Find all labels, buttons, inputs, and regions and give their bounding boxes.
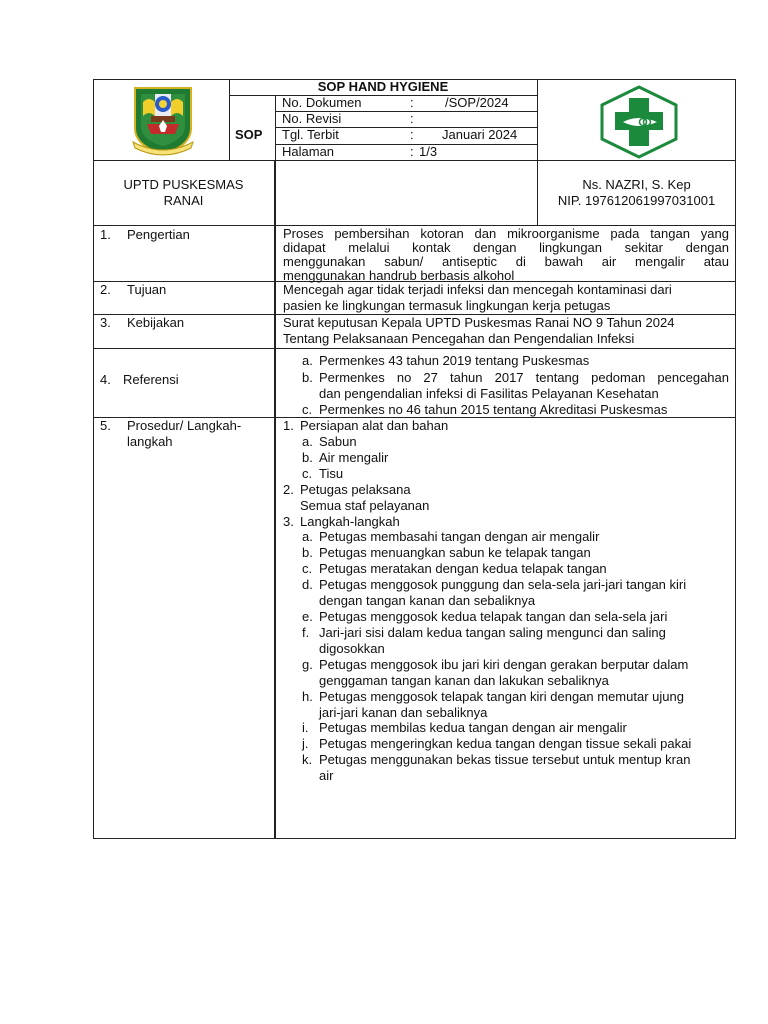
step-item-cont: dengan tangan kanan dan sebaliknya [319, 593, 536, 608]
document-title: SOP HAND HYGIENE [317, 79, 449, 94]
s1-line: menggunakan sabun/ antiseptic di bawah air mengalir atau [283, 254, 729, 269]
meta-label-terbit: Tgl. Terbit [282, 127, 339, 142]
list-marker: 3. [283, 514, 294, 529]
rule-s3-bottom [93, 348, 736, 349]
org-name-line1: UPTD PUSKESMAS [123, 177, 244, 192]
step-item: Jari-jari sisi dalam kedua tangan saling mengunci dan saling [319, 625, 666, 640]
s2-number: 2. [100, 282, 111, 297]
list-marker: i. [302, 720, 309, 735]
reference-item-cont: dan pengendalian infeksi di Fasilitas Pelayanan Kesehatan [319, 386, 659, 401]
s5-number: 5. [100, 418, 111, 433]
signer-nip: NIP. 197612061997031001 [557, 193, 716, 208]
org-name-line2: RANAI [163, 193, 204, 208]
list-marker: d. [302, 577, 313, 592]
meta-label-halaman: Halaman [282, 144, 335, 159]
reference-item: Permenkes 43 tahun 2019 tentang Puskesmas [319, 353, 590, 368]
step-item: Petugas membasahi tangan dengan air mengalir [319, 529, 600, 544]
s4-number: 4. [100, 372, 111, 387]
meta-sep-dokumen: : [410, 95, 414, 110]
s1-title: Pengertian [127, 227, 190, 242]
meta-sep-terbit: : [410, 127, 414, 142]
step-item: Petugas menuangkan sabun ke telapak tangan [319, 545, 591, 560]
puskesmas-logo [597, 84, 681, 160]
list-marker: e. [302, 609, 313, 624]
list-marker: b. [302, 450, 313, 465]
signer-name: Ns. NAZRI, S. Kep [582, 177, 691, 192]
list-marker: g. [302, 657, 313, 672]
step-item-cont: digosokkan [319, 641, 385, 656]
s4-title: Referensi [123, 372, 179, 387]
sop-label: SOP [235, 127, 263, 142]
rule-bottom [93, 838, 736, 839]
procedure-heading: Petugas pelaksana [300, 482, 411, 497]
list-marker: a. [302, 434, 313, 449]
rule-col-divider [274, 160, 275, 839]
meta-label-revisi: No. Revisi [282, 111, 342, 126]
step-item-cont: genggaman tangan kanan dan lakukan sebaliknya [319, 673, 609, 688]
s1-number: 1. [100, 227, 111, 242]
reference-item: Permenkes no 27 tahun 2017 tentang pedoman pencegahan [319, 370, 729, 385]
meta-value-dokumen: /SOP/2024 [445, 95, 509, 110]
s3-line: Tentang Pelaksanaan Pencegahan dan Pengendalian Infeksi [283, 331, 635, 346]
list-marker: a. [302, 353, 313, 368]
list-marker: 1. [283, 418, 294, 433]
meta-sep-halaman: : [410, 144, 414, 159]
rule-right [735, 79, 736, 839]
rule-header-bottom [93, 160, 736, 161]
s3-line: Surat keputusan Kepala UPTD Puskesmas Ranai NO 9 Tahun 2024 [283, 315, 675, 330]
s3-title: Kebijakan [127, 315, 185, 330]
step-item-cont: air [319, 768, 334, 783]
step-item: Petugas menggosok ibu jari kiri dengan gerakan berputar dalam [319, 657, 689, 672]
reference-item: Permenkes no 46 tahun 2015 tentang Akreditasi Puskesmas [319, 402, 668, 417]
s1-line: Proses pembersihan kotoran dan mikroorganisme pada tangan yang [283, 226, 729, 241]
meta-value-halaman: 1/3 [419, 144, 438, 159]
list-marker: b. [302, 370, 313, 385]
s5-title-line2: langkah [127, 434, 173, 449]
step-item: Petugas menggosok punggung dan sela-sela jari-jari tangan kiri [319, 577, 687, 592]
s3-number: 3. [100, 315, 111, 330]
meta-value-terbit: Januari 2024 [442, 127, 518, 142]
meta-sep-revisi: : [410, 111, 414, 126]
s5-title-line1: Prosedur/ Langkah- [127, 418, 242, 433]
s2-line: Mencegah agar tidak terjadi infeksi dan mencegah kontaminasi dari [283, 282, 672, 297]
list-marker: c. [302, 466, 313, 481]
regional-emblem-logo [125, 82, 201, 158]
list-marker: k. [302, 752, 313, 767]
list-marker: a. [302, 529, 313, 544]
meta-label-dokumen: No. Dokumen [282, 95, 362, 110]
material-item: Air mengalir [319, 450, 389, 465]
list-marker: c. [302, 402, 313, 417]
step-item-cont: jari-jari kanan dan sebaliknya [319, 705, 488, 720]
staff-text: Semua staf pelayanan [300, 498, 430, 513]
step-item: Petugas menggunakan bekas tissue tersebut untuk mentup kran [319, 752, 691, 767]
s2-line: pasien ke lingkungan termasuk lingkungan kerja petugas [283, 298, 611, 313]
step-item: Petugas mengeringkan kedua tangan dengan tissue sekali pakai [319, 736, 692, 751]
s1-body [283, 227, 729, 283]
material-item: Sabun [319, 434, 357, 449]
list-marker: c. [302, 561, 313, 576]
step-item: Petugas membilas kedua tangan dengan air mengalir [319, 720, 627, 735]
list-marker: j. [302, 736, 309, 751]
list-marker: h. [302, 689, 313, 704]
list-marker: 2. [283, 482, 294, 497]
step-item: Petugas meratakan dengan kedua telapak tangan [319, 561, 607, 576]
s2-title: Tujuan [127, 282, 167, 297]
procedure-heading: Langkah-langkah [300, 514, 400, 529]
list-marker: b. [302, 545, 313, 560]
rule-col-divider-upper [275, 95, 276, 839]
list-marker: f. [302, 625, 310, 640]
step-item: Petugas menggosok telapak tangan kiri dengan memutar ujung [319, 689, 684, 704]
procedure-heading: Persiapan alat dan bahan [300, 418, 449, 433]
material-item: Tisu [319, 466, 344, 481]
s1-line: didapat melalui kontak dengan lingkungan sekitar dengan [283, 240, 729, 255]
step-item: Petugas menggosok kedua telapak tangan dan sela-sela jari [319, 609, 668, 624]
s1-line: menggunakan handrub berbasis alkohol [283, 268, 515, 283]
